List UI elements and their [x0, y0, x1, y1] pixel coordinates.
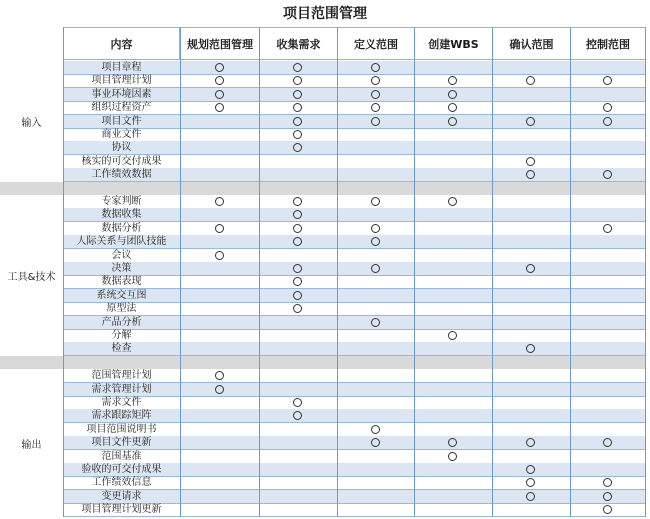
mark-circle-icon: [371, 237, 380, 246]
table-row: [63, 61, 645, 74]
row-label: 工作绩效数据: [91, 169, 152, 181]
table-row: [63, 235, 645, 248]
table-row: [63, 168, 645, 181]
row-label: 核实的可交付成果: [81, 155, 162, 167]
table-row: [63, 436, 645, 449]
row-label: 项目文件: [101, 115, 142, 127]
table-row: [63, 262, 645, 275]
group-separator: [0, 182, 645, 195]
header-process-1: 规划范围管理: [180, 27, 260, 60]
table-row: [63, 195, 645, 208]
table-row: [63, 88, 645, 101]
row-label: 会议: [111, 249, 132, 261]
row-label: 数据分析: [101, 222, 142, 234]
mark-circle-icon: [293, 117, 302, 126]
row-label: 决策: [111, 263, 132, 274]
header-process-3: 定义范围: [337, 27, 415, 60]
mark-circle-icon: [371, 63, 380, 72]
mark-circle-icon: [448, 117, 457, 126]
row-divider: [63, 516, 645, 517]
mark-circle-icon: [603, 170, 612, 179]
mark-circle-icon: [293, 264, 302, 273]
mark-circle-icon: [448, 197, 457, 206]
table-row: [63, 369, 645, 382]
column-divider: [337, 27, 338, 517]
table-row: [63, 463, 645, 476]
mark-circle-icon: [215, 251, 224, 260]
table-row: [63, 141, 645, 154]
table-row: [63, 289, 645, 302]
mark-circle-icon: [371, 425, 380, 434]
row-label: 需求跟踪矩阵: [91, 410, 152, 422]
group-label: 输入: [21, 118, 42, 130]
row-label: 需求文件: [101, 397, 142, 408]
row-label: 工作绩效信息: [91, 477, 152, 489]
mark-circle-icon: [371, 117, 380, 126]
table-row: [63, 329, 645, 342]
mark-circle-icon: [603, 103, 612, 112]
row-label: 原型法: [106, 303, 137, 315]
row-label: 协议: [111, 142, 132, 154]
page-title: 项目范围管理: [283, 6, 367, 22]
row-label: 事业环境因素: [91, 88, 152, 100]
mark-circle-icon: [371, 197, 380, 206]
column-divider: [63, 27, 64, 517]
mark-circle-icon: [371, 438, 380, 447]
mark-circle-icon: [371, 76, 380, 85]
group-label: 输出: [21, 439, 42, 451]
table-row: [63, 128, 645, 141]
table-row: [63, 450, 645, 463]
mark-circle-icon: [293, 224, 302, 233]
mark-circle-icon: [526, 117, 535, 126]
header-process-2: 收集需求: [259, 27, 338, 60]
mark-circle-icon: [293, 130, 302, 139]
mark-circle-icon: [371, 318, 380, 327]
table-row: [63, 101, 645, 114]
column-divider: [492, 27, 493, 517]
mark-circle-icon: [603, 438, 612, 447]
mark-circle-icon: [603, 478, 612, 487]
row-label: 验收的可交付成果: [81, 464, 162, 475]
mark-circle-icon: [293, 291, 302, 300]
column-divider: [414, 27, 415, 517]
mark-circle-icon: [215, 371, 224, 380]
row-label: 分解: [111, 330, 132, 341]
mark-circle-icon: [526, 465, 535, 474]
mark-circle-icon: [293, 197, 302, 206]
mark-circle-icon: [526, 264, 535, 273]
mark-circle-icon: [215, 224, 224, 233]
table-row: [63, 490, 645, 503]
row-label: 需求管理计划: [91, 383, 152, 395]
row-label: 人际关系与团队技能: [76, 236, 167, 248]
table-row: [63, 409, 645, 422]
mark-circle-icon: [603, 224, 612, 233]
mark-circle-icon: [603, 117, 612, 126]
row-label: 范围基准: [101, 450, 142, 462]
row-label: 数据表现: [101, 276, 142, 288]
group-label: 工具&技术: [7, 272, 56, 284]
table-row: [63, 476, 645, 489]
group-separator: [0, 356, 645, 369]
mark-circle-icon: [215, 197, 224, 206]
header-process-5: 确认范围: [492, 27, 571, 60]
mark-circle-icon: [603, 76, 612, 85]
mark-circle-icon: [215, 76, 224, 85]
mark-circle-icon: [603, 505, 612, 514]
mark-circle-icon: [371, 224, 380, 233]
column-divider: [259, 27, 260, 517]
mark-circle-icon: [215, 385, 224, 394]
row-label: 项目章程: [101, 62, 142, 73]
mark-circle-icon: [371, 103, 380, 112]
mark-circle-icon: [215, 90, 224, 99]
header-process-4: 创建WBS: [414, 27, 493, 60]
row-label: 项目管理计划更新: [81, 504, 162, 516]
table-row: [63, 222, 645, 235]
row-label: 系统交互图: [96, 289, 147, 301]
column-divider: [570, 27, 571, 517]
column-divider: [645, 27, 646, 517]
row-label: 产品分析: [101, 316, 142, 328]
mark-circle-icon: [526, 492, 535, 501]
table-row: [63, 249, 645, 262]
row-label: 组织过程资产: [91, 102, 152, 114]
mark-circle-icon: [448, 90, 457, 99]
table-row: [63, 503, 645, 516]
header-process-6: 控制范围: [570, 27, 646, 60]
row-label: 项目文件更新: [91, 437, 152, 449]
table-row: [63, 155, 645, 168]
table-row: [63, 383, 645, 396]
row-label: 项目管理计划: [91, 75, 152, 87]
row-label: 专家判断: [101, 196, 142, 207]
column-divider: [180, 27, 181, 517]
header-content-cell: 内容: [63, 27, 180, 60]
mark-circle-icon: [293, 90, 302, 99]
table-row: [63, 396, 645, 409]
mark-circle-icon: [371, 90, 380, 99]
mark-circle-icon: [526, 157, 535, 166]
mark-circle-icon: [293, 398, 302, 407]
row-label: 变更请求: [101, 490, 142, 502]
table-row: [63, 208, 645, 221]
table-row: [63, 316, 645, 329]
table-row: [63, 275, 645, 288]
mark-circle-icon: [448, 452, 457, 461]
table-row: [63, 115, 645, 128]
table-row: [63, 302, 645, 315]
mark-circle-icon: [293, 63, 302, 72]
mark-circle-icon: [215, 63, 224, 72]
mark-circle-icon: [215, 103, 224, 112]
row-label: 项目范围说明书: [86, 423, 157, 435]
mark-circle-icon: [603, 492, 612, 501]
row-label: 商业文件: [101, 129, 142, 140]
mark-circle-icon: [371, 264, 380, 273]
table-row: [63, 423, 645, 436]
row-label: 数据收集: [101, 209, 142, 221]
table-row: [63, 74, 645, 87]
table-row: [63, 342, 645, 355]
mark-circle-icon: [448, 331, 457, 340]
row-label: 范围管理计划: [91, 370, 152, 382]
row-label: 检查: [111, 343, 132, 355]
